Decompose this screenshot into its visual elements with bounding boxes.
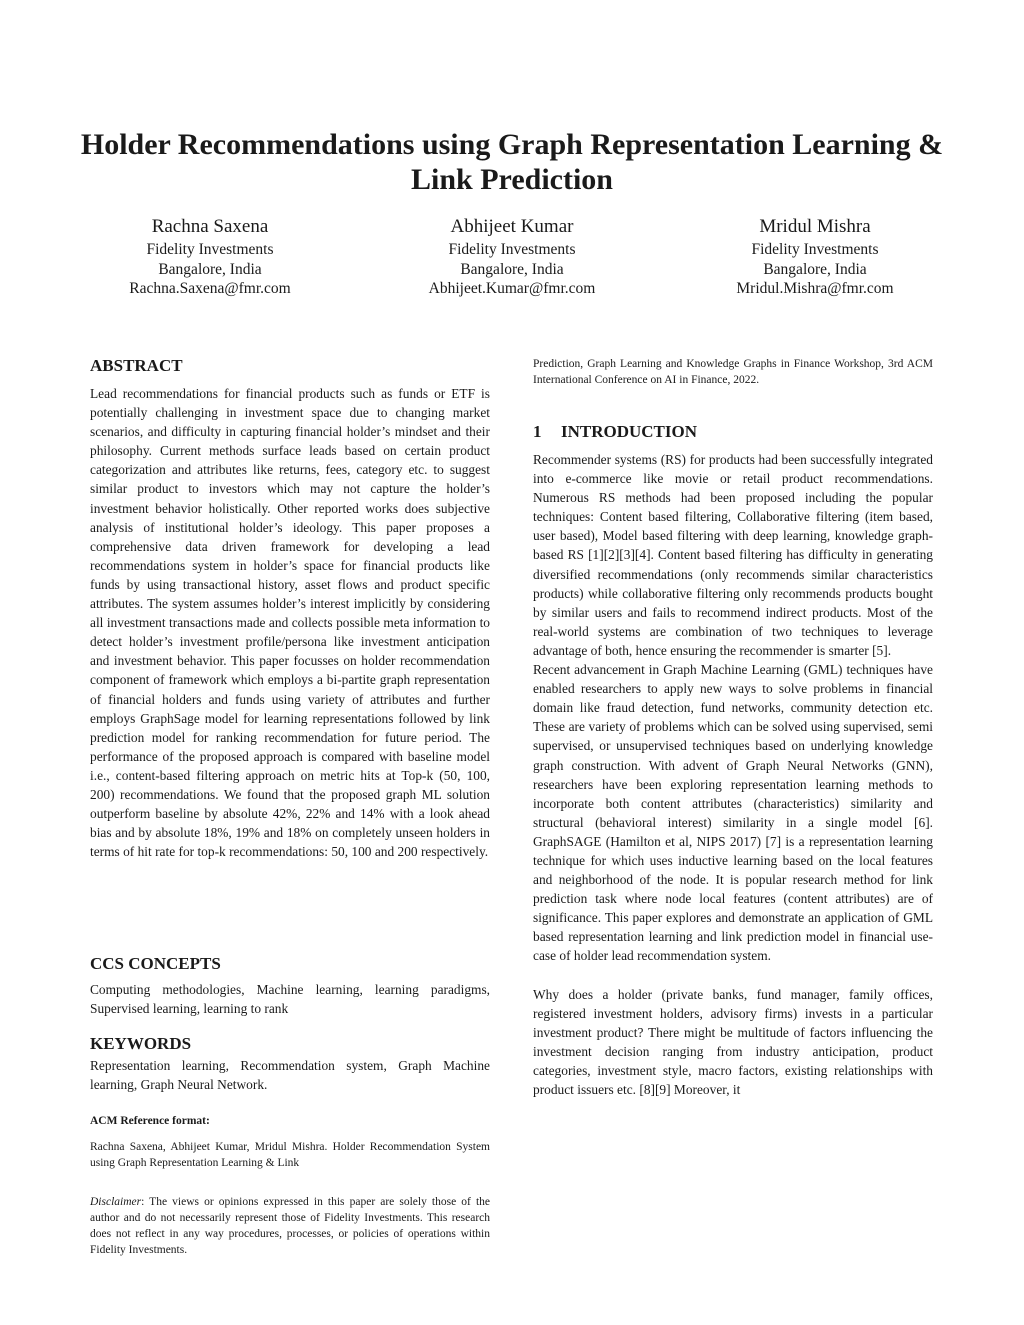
author-name: Rachna Saxena <box>151 216 269 237</box>
disclaimer-label: Disclaimer <box>90 1196 142 1208</box>
author-email: Rachna.Saxena@fmr.com <box>129 280 291 297</box>
keywords-text: Representation learning, Recommendation system, Graph Machine learning, Graph Neural Network. <box>90 1058 490 1093</box>
author-block-2 <box>392 214 632 299</box>
author-org: Fidelity Investments <box>448 241 576 258</box>
author-location: Bangalore, India <box>460 260 564 278</box>
ccs-heading: CCS CONCEPTS <box>90 954 221 973</box>
disclaimer <box>90 1194 490 1258</box>
author-name: Mridul Mishra <box>759 216 871 237</box>
section-title: INTRODUCTION <box>561 422 698 441</box>
keywords-heading: KEYWORDS <box>90 1034 192 1053</box>
author-location: Bangalore, India <box>763 260 867 278</box>
introduction-section <box>533 422 933 1099</box>
abstract-heading: ABSTRACT <box>90 356 183 375</box>
disclaimer-text: : The views or opinions expressed in this paper are solely those of the author and do not necessarily represent those of Fidelity Investments. This research does not reflect in any way procedures, processes, or policies of operations within Fidelity Investments. <box>90 1196 490 1256</box>
section-number: 1 <box>533 422 542 441</box>
author-email: Mridul.Mishra@fmr.com <box>736 280 894 297</box>
acm-reference-heading: ACM Reference format: <box>90 1115 210 1127</box>
introduction-heading <box>533 422 933 442</box>
acm-reference-continuation-text: Prediction, Graph Learning and Knowledge Graphs in Finance Workshop, 3rd ACM International Conference on AI in Finance, 2022. <box>533 358 933 386</box>
keywords-section <box>90 1034 490 1094</box>
intro-paragraph: Why does a holder (private banks, fund manager, family offices, registered investment holders, advisory firms) invests in a particular investment product? There might be multitude of factors influencing the investment decision ranging from industry anticipation, product categories, investment style, macro factors, existing relationships with product issuers etc. [8][9] Moreover, it <box>533 986 933 1097</box>
acm-reference-text: Rachna Saxena, Abhijeet Kumar, Mridul Mishra. Holder Recommendation System using Graph Representation Learning & Link <box>90 1141 490 1169</box>
intro-paragraph: Recent advancement in Graph Machine Learning (GML) techniques have enabled researchers to apply new ways to solve problems in financial domain like fraud detection, fund networks, community detection etc. These are variety of problems which can be solved using supervised, semi supervised, or unsupervised techniques based on underlying knowledge graph construction. With advent of Graph Neural Networks (GNN), researchers have been exploring representation learning methods to incorporate both content attributes (characteristics) similarity and structural (behavioral interest) similarity in a single model [6]. GraphSAGE (Hamilton et al, NIPS 2017) [7] is a representation learning technique for which uses inductive learning based on the local features and neighborhood of the node. It is popular research method for link prediction task where node local features (content attributes) are of significance. This paper explores and demonstrate an application of GML based representation learning and link prediction model in financial use-case of holder lead recommendation system. <box>533 662 933 964</box>
abstract-text: Lead recommendations for financial products such as funds or ETF is potentially challenging in investment space due to changing market scenarios, and difficulty in capturing financial holder’s mindset and their philosophy. Current methods surface leads based on certain product categorization and attributes like returns, fees, category etc. to suggest similar product to investors which may not capture the holder’s investment behavior holistically. Other reported works does subjective analysis of institutional holder’s ideology. This paper proposes a comprehensive data driven framework for developing a lead recommendations system in holder’s space for financial products like funds by using transactional history, asset flows and product specific attributes. The system assumes holder’s interest implicitly by considering all investment transactions made and collects possible meta information to detect holder’s investment profile/persona like investment anticipation and investment behavior. This paper focusses on holder recommendation component of framework which employs a bi-partite graph representation of financial holders and funds using variety of attributes and further employs GraphSage model for learning representations followed by link prediction model for ranking recommendation for future period. The performance of the proposed approach is compared with baseline model i.e., content-based filtering approach on metric hits at Top-k (50, 100, 200) recommendations. We found that the proposed graph ML solution outperform baseline by absolute 42%, 22% and 14% with a look ahead bias and by absolute 18%, 19% and 18% on completely unseen holders in terms of hit rate for top-k recommendations: 50, 100 and 200 respectively. <box>90 386 490 860</box>
acm-reference-continuation <box>533 356 933 388</box>
intro-paragraph: Recommender systems (RS) for products had been successfully integrated into e-commerce like movie or retail product recommendations. Numerous RS methods had been proposed including the popular techniques: Content based filtering, Collaborative filtering (item based, user based), Model based filtering with deep learning, knowledge graph-based RS [1][2][3][4]. Content based filtering has difficulty in generating diversified recommendations (only recommends similar characteristics products) while collaborative filtering only recommends products bought by similar users and fails to recommend indirect products. Most of the real-world systems are combination of two techniques to leverage advantage of both, hence ensuring the recommender is smarter [5]. <box>533 452 933 658</box>
author-email: Abhijeet.Kumar@fmr.com <box>428 280 596 297</box>
author-block-1 <box>90 214 330 299</box>
acm-reference-section <box>90 1113 490 1171</box>
paper-title: Holder Recommendations using Graph Representation Learning & Link Prediction <box>80 128 944 196</box>
author-location: Bangalore, India <box>158 260 262 278</box>
left-column <box>90 356 490 861</box>
author-org: Fidelity Investments <box>146 241 274 258</box>
author-org: Fidelity Investments <box>751 241 879 258</box>
ccs-section <box>90 954 490 1018</box>
author-name: Abhijeet Kumar <box>450 216 574 237</box>
author-block-3 <box>695 214 935 299</box>
ccs-text: Computing methodologies, Machine learning, learning paradigms, Supervised learning, learning to rank <box>90 982 490 1017</box>
